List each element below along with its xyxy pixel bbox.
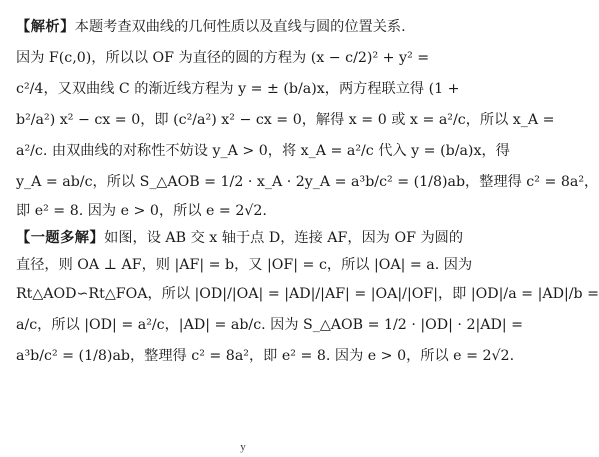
section-heading: 【一题多解】	[16, 230, 105, 246]
section-heading: 【解析】	[16, 19, 75, 35]
text-line	[16, 225, 472, 252]
text-line	[16, 12, 472, 43]
text-line: c²/4，又双曲线 C 的渐近线方程为 y = ± (b/a)x，两方程联立得 (1 +	[16, 81, 460, 97]
text-line: Rt△AOD∽Rt△FOA，所以 |OD|/|OA| = |AD|/|AF| = |OA|/|OF|，即 |OD|/a = |AD|/b =	[16, 286, 599, 302]
text-line: 即 e² = 8. 因为 e > 0，所以 e = 2√2.	[16, 203, 267, 219]
text-line: a²/c. 由双曲线的对称性不妨设 y_A > 0，将 x_A = a²/c 代入 y = (b/a)x，得	[16, 143, 510, 159]
page-footer: y	[240, 441, 246, 453]
text-line: y_A = ab/c，所以 S_△AOB = 1/2 · x_A · 2y_A = a³b/c² = (1/8)ab，整理得 c² = 8a²，	[16, 174, 599, 190]
multi-solution-section	[16, 225, 599, 372]
text-line: b²/a²) x² − cx = 0，即 (c²/a²) x² − cx = 0，解得 x = 0 或 x = a²/c，所以 x_A =	[16, 112, 555, 128]
analysis-section	[16, 12, 599, 225]
text-line: a³b/c² = (1/8)ab，整理得 c² = 8a²，即 e² = 8. 因为 e > 0，所以 e = 2√2.	[16, 348, 515, 364]
line-text: 本题考查双曲线的几何性质以及直线与圆的位置关系.	[74, 19, 406, 35]
line-text: 如图，设 AB 交 x 轴于点 D，连接 AF，因为 OF 为圆的	[104, 230, 464, 246]
text-line: a/c，所以 |OD| = a²/c，|AD| = ab/c. 因为 S_△AOB = 1/2 · |OD| · 2|AD| =	[16, 317, 524, 333]
text-line: 直径，则 OA ⊥ AF，则 |AF| = b，又 |OF| = c，所以 |OA| = a. 因为	[16, 257, 473, 273]
text-line: 因为 F(c,0)，所以以 OF 为直径的圆的方程为 (x − c/2)² + y² =	[16, 50, 430, 66]
